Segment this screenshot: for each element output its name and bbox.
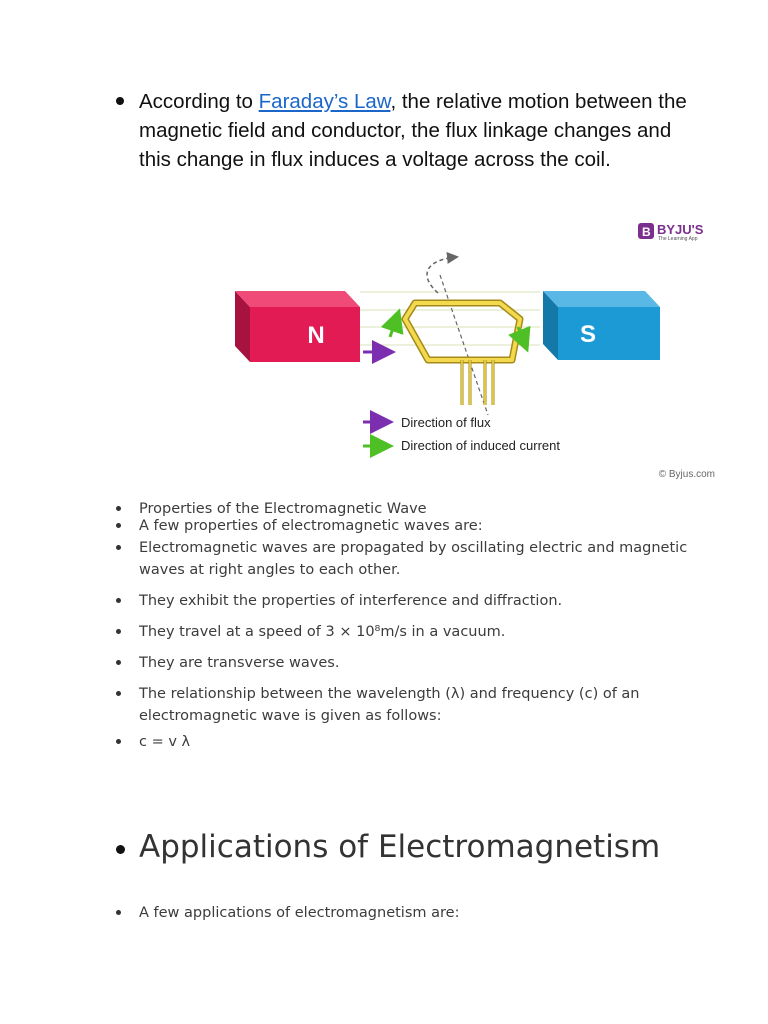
current-arrow-up xyxy=(390,314,398,337)
list-item: A few applications of electromagnetism are: xyxy=(139,905,460,921)
list-item: They travel at a speed of 3 × 10⁸m/s in a vacuum. xyxy=(139,624,506,640)
list-item: Electromagnetic waves are propagated by oscillating electric and magnetic waves at right angles to each other. xyxy=(139,540,688,578)
rotation-arrow xyxy=(427,257,456,293)
applications-heading: Applications of Electromagnetism xyxy=(139,829,661,865)
list-item: They exhibit the properties of interference and diffraction. xyxy=(139,593,563,609)
bullet-marker xyxy=(116,629,121,634)
intro-prefix: According to xyxy=(139,90,259,113)
byjus-tagline: The Learning App xyxy=(658,236,698,242)
bullet-marker xyxy=(116,97,124,105)
coil xyxy=(405,303,520,405)
bullet-marker xyxy=(116,545,121,550)
svg-text:B: B xyxy=(642,225,651,239)
bullet-marker xyxy=(116,910,121,915)
bullet-marker xyxy=(116,691,121,696)
list-item: They are transverse waves. xyxy=(139,655,340,671)
byjus-brand: BYJU'S xyxy=(657,222,704,237)
legend-current-label: Direction of induced current xyxy=(401,438,560,453)
bullet-marker xyxy=(116,845,125,854)
list-item: c = v λ xyxy=(139,734,191,750)
intro-paragraph xyxy=(139,87,699,174)
bullet-marker xyxy=(116,506,121,511)
list-item: The relationship between the wavelength (λ) and frequency (c) of an electromagnetic wave is given as follows: xyxy=(139,686,640,724)
south-label: S xyxy=(579,321,597,348)
bullet-marker xyxy=(116,598,121,603)
bullet-marker xyxy=(116,523,121,528)
legend-flux-label: Direction of flux xyxy=(401,415,491,430)
north-magnet xyxy=(235,291,360,362)
faradays-law-link[interactable]: Faraday’s Law xyxy=(258,90,391,113)
byjus-logo xyxy=(638,222,704,242)
north-label: N xyxy=(307,322,325,349)
copyright-text: © Byjus.com xyxy=(658,469,715,480)
intro-suffix: , the relative motion between the magnetic field and conductor, the flux linkage changes and this change in flux induces a voltage across the coil. xyxy=(139,90,687,171)
faraday-diagram xyxy=(230,215,720,485)
list-item: A few properties of electromagnetic waves are: xyxy=(139,518,483,534)
list-item: Properties of the Electromagnetic Wave xyxy=(139,501,427,517)
bullet-marker xyxy=(116,739,121,744)
bullet-marker xyxy=(116,660,121,665)
south-magnet xyxy=(543,291,660,360)
